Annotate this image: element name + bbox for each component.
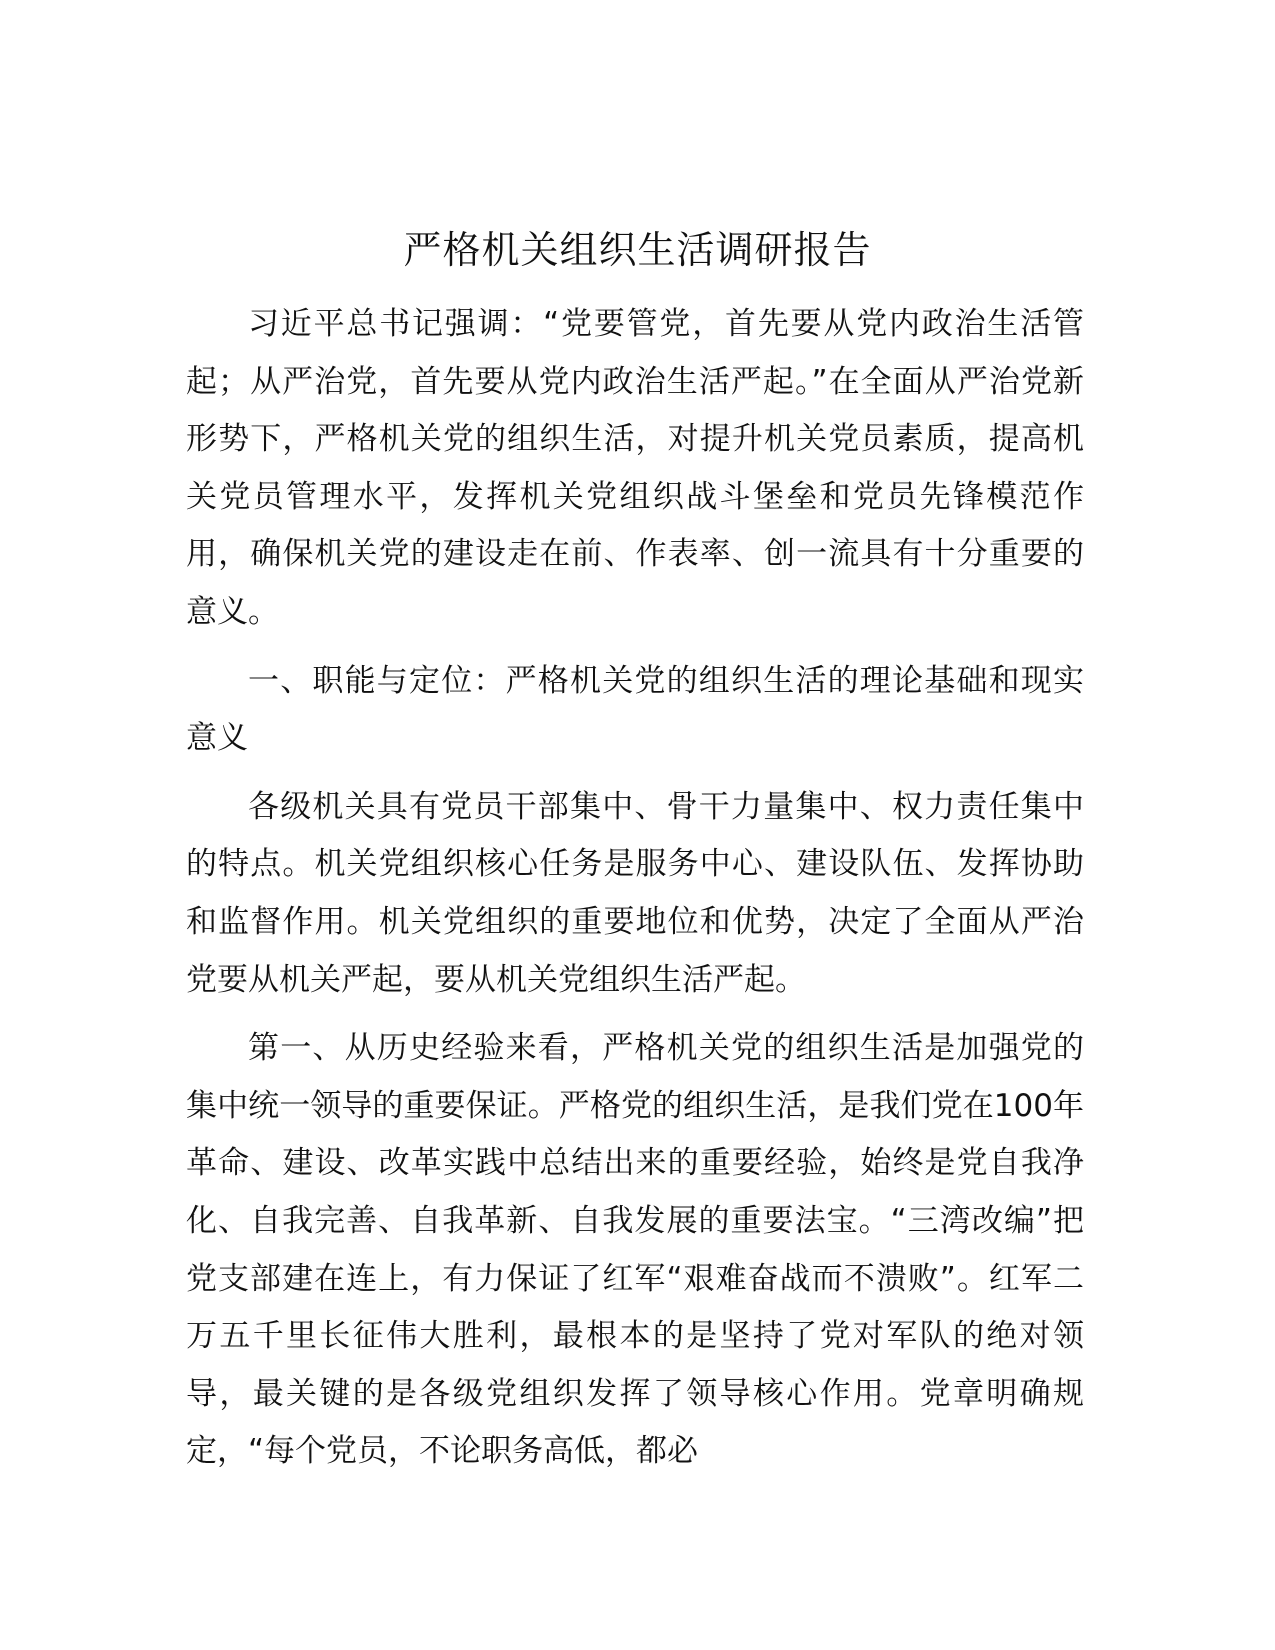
intro-paragraph: 习近平总书记强调：“党要管党，首先要从党内政治生活管起；从严治党，首先要从党内政治生活严起。”在全面从严治党新形势下，严格机关党的组织生活，对提升机关党员素质，提高机关党员管理水平，发挥机关党组织战斗堡垒和党员先锋模范作用，确保机关党的建设走在前、作表率、创一流具有十分重要的意义。 [186,306,1084,630]
section-heading: 一、职能与定位：严格机关党的组织生活的理论基础和现实意义 [186,662,1084,757]
document-title: 严格机关组织生活调研报告 [403,228,872,272]
document-body [186,296,1084,1481]
body-paragraph: 各级机关具有党员干部集中、骨干力量集中、权力责任集中的特点。机关党组织核心任务是服务中心、建设队伍、发挥协助和监督作用。机关党组织的重要地位和优势，决定了全面从严治党要从机关严起，要从机关党组织生活严起。 [186,788,1084,998]
body-paragraph: 第一、从历史经验来看，严格机关党的组织生活是加强党的集中统一领导的重要保证。严格党的组织生活，是我们党在100年革命、建设、改革实践中总结出来的重要经验，始终是党自我净化、自我完善、自我革新、自我发展的重要法宝。“三湾改编”把党支部建在连上，有力保证了红军“艰难奋战而不溃败”。红军二万五千里长征伟大胜利，最根本的是坚持了党对军队的绝对领导，最关键的是各级党组织发挥了领导核心作用。党章明确规定，“每个党员，不论职务高低，都必 [186,1030,1084,1470]
